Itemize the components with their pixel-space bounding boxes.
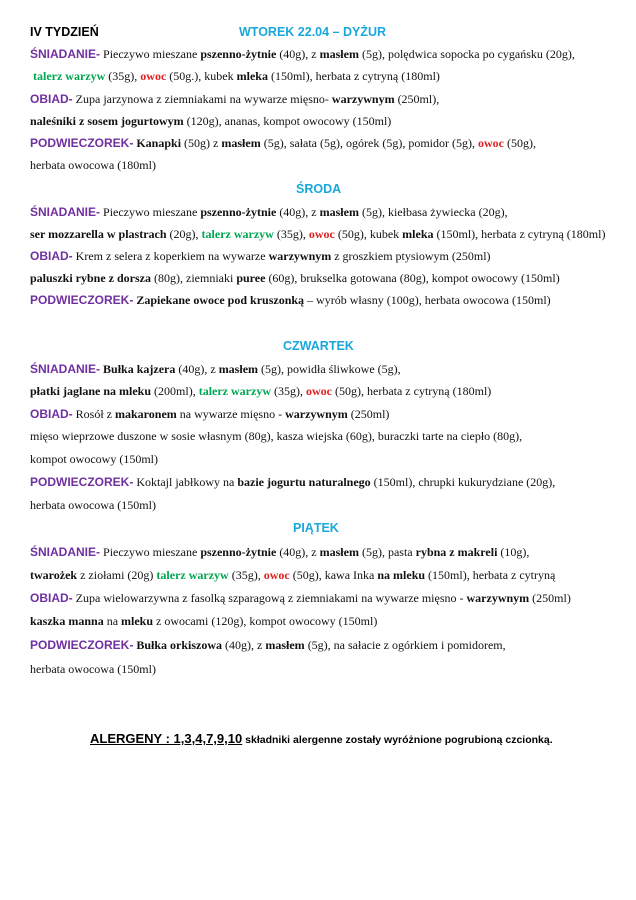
thursday-snack-line-1: PODWIECZOREK- Koktajl jabłkowy na bazie jogurtu naturalnego (150ml), chrupki kukurydziane (20g), [30,475,556,489]
thursday-lunch-line-3: kompot owocowy (150ml) [30,452,158,466]
tuesday-breakfast-line-2: talerz warzyw (35g), owoc (50g.), kubek mleka (150ml), herbata z cytryną (180ml) [33,69,440,83]
wednesday-breakfast-line-2: ser mozzarella w plastrach (20g), talerz warzyw (35g), owoc (50g), kubek mleka (150ml), herbata z cytryną (180ml) [30,227,606,241]
wednesday-lunch-line-2: paluszki rybne z dorsza (80g), ziemniaki puree (60g), brukselka gotowana (80g), kompot owocowy (150ml) [30,271,560,285]
thursday-lunch-line-2: mięso wieprzowe duszone w sosie własnym (80g), kasza wiejska (60g), buraczki tarte na ciepło (80g), [30,429,523,443]
friday-snack-line-2: herbata owocowa (150ml) [30,662,156,676]
wednesday-snack-line-1: PODWIECZOREK- Zapiekane owoce pod kruszonką – wyrób własny (100g), herbata owocowa (150ml) [30,293,551,307]
thursday-breakfast-line-1: ŚNIADANIE- Bułka kajzera (40g), z masłem (5g), powidła śliwkowe (5g), [30,362,401,376]
allergens-note [90,731,553,748]
friday-heading: PIĄTEK [293,521,339,535]
thursday-heading: CZWARTEK [283,339,354,353]
friday-lunch-line-1: OBIAD- Zupa wielowarzywna z fasolką szparagową z ziemniakami na wywarze mięsno - warzywnym (250ml) [30,591,571,605]
tuesday-snack-line-1: PODWIECZOREK- Kanapki (50g) z masłem (5g), sałata (5g), ogórek (5g), pomidor (5g), owoc (50g), [30,136,536,150]
wednesday-lunch-line-1: OBIAD- Krem z selera z koperkiem na wywarze warzywnym z groszkiem ptysiowym (250ml) [30,249,491,263]
friday-breakfast-line-1: ŚNIADANIE- Pieczywo mieszane pszenno-żytnie (40g), z masłem (5g), pasta rybna z makreli (10g), [30,545,530,559]
tuesday-heading: WTOREK 22.04 – DYŻUR [239,25,387,39]
tuesday-lunch-line-1: OBIAD- Zupa jarzynowa z ziemniakami na wywarze mięsno- warzywnym (250ml), [30,92,440,106]
wednesday-breakfast-line-1: ŚNIADANIE- Pieczywo mieszane pszenno-żytnie (40g), z masłem (5g), kiełbasa żywiecka (20g), [30,205,508,219]
friday-lunch-line-2: kaszka manna na mleku z owocami (120g), kompot owocowy (150ml) [30,614,378,628]
week-label: IV TYDZIEŃ [30,25,99,39]
thursday-snack-line-2: herbata owocowa (150ml) [30,498,156,512]
friday-breakfast-line-2: twarożek z ziołami (20g) talerz warzyw (35g), owoc (50g), kawa Inka na mleku (150ml), herbata z cytryną [30,568,556,582]
tuesday-lunch-line-2: naleśniki z sosem jogurtowym (120g), ananas, kompot owocowy (150ml) [30,114,392,128]
tuesday-breakfast-line-1: ŚNIADANIE- Pieczywo mieszane pszenno-żytnie (40g), z masłem (5g), polędwica sopocka po cygańsku (20g), [30,47,575,61]
wednesday-heading: ŚRODA [296,182,342,196]
allergens-description: składniki alergenne zostały wyróżnione pogrubioną czcionką. [242,734,553,746]
thursday-lunch-line-1: OBIAD- Rosół z makaronem na wywarze mięsno - warzywnym (250ml) [30,407,390,421]
friday-snack-line-1: PODWIECZOREK- Bułka orkiszowa (40g), z masłem (5g), na sałacie z ogórkiem i pomidorem, [30,638,506,652]
allergens-label: ALERGENY : 1,3,4,7,9,10 [90,731,243,746]
thursday-breakfast-line-2: płatki jaglane na mleku (200ml), talerz warzyw (35g), owoc (50g), herbata z cytryną (180ml) [30,384,492,398]
tuesday-snack-line-2: herbata owocowa (180ml) [30,158,156,172]
